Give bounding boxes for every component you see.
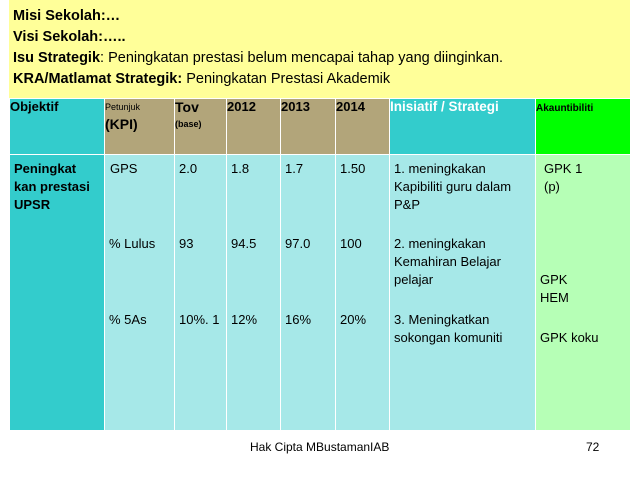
table-row bbox=[10, 155, 631, 431]
inisiatif-3: 3. Meningkatkan sokongan komuniti bbox=[394, 312, 503, 345]
akauntibiliti-3: GPK koku bbox=[540, 330, 599, 345]
tov-1: 2.0 bbox=[179, 161, 198, 176]
cell-tov bbox=[175, 155, 227, 431]
header-kpi-label: (KPI) bbox=[105, 116, 138, 132]
visi-label: Visi Sekolah:….. bbox=[13, 29, 126, 45]
kra-label: KRA/Matlamat Strategik: bbox=[13, 71, 183, 87]
y2013-1: 1.7 bbox=[285, 161, 304, 176]
kra-text: Peningkatan Prestasi Akademik bbox=[182, 71, 391, 87]
cell-kpi bbox=[105, 155, 175, 431]
table-header-row bbox=[10, 99, 631, 155]
cell-objektif bbox=[10, 155, 105, 431]
y2013-3: 16% bbox=[285, 312, 312, 327]
header-petunjuk bbox=[105, 99, 175, 155]
slide-header bbox=[9, 0, 630, 98]
akauntibiliti-2: GPK HEM bbox=[540, 272, 569, 305]
kra-table bbox=[9, 98, 631, 431]
y2013-2: 97.0 bbox=[285, 236, 311, 251]
misi-label: Misi Sekolah:… bbox=[13, 8, 121, 24]
header-inisiatif: Inisiatif / Strategi bbox=[390, 99, 536, 155]
footer-page-number: 72 bbox=[586, 440, 600, 454]
y2012-2: 94.5 bbox=[231, 236, 257, 251]
y2014-2: 100 bbox=[340, 236, 362, 251]
kpi-1: GPS bbox=[110, 161, 138, 176]
tov-3: 10%. 1 bbox=[179, 312, 220, 327]
y2012-1: 1.8 bbox=[231, 161, 250, 176]
cell-2014 bbox=[336, 155, 390, 431]
footer-copyright: Hak Cipta MBustamanIAB bbox=[250, 440, 390, 454]
header-base-label: (base) bbox=[175, 119, 202, 129]
y2012-3: 12% bbox=[231, 312, 258, 327]
header-petunjuk-label: Petunjuk bbox=[105, 102, 141, 112]
y2014-3: 20% bbox=[340, 312, 367, 327]
cell-2012 bbox=[227, 155, 281, 431]
tov-2: 93 bbox=[179, 236, 194, 251]
header-objektif: Objektif bbox=[10, 99, 105, 155]
cell-akauntibiliti bbox=[536, 155, 631, 431]
isu-label: Isu Strategik bbox=[13, 50, 101, 66]
header-2013: 2013 bbox=[281, 99, 336, 155]
kpi-2: % Lulus bbox=[109, 236, 156, 251]
header-akauntibiliti: Akauntibiliti bbox=[536, 99, 631, 155]
akauntibiliti-1: GPK 1 (p) bbox=[544, 161, 583, 194]
header-tov bbox=[175, 99, 227, 155]
header-tov-label: Tov bbox=[175, 99, 199, 115]
inisiatif-1: 1. meningkakan Kapibiliti guru dalam P&P bbox=[394, 161, 512, 212]
isu-line bbox=[13, 48, 630, 69]
inisiatif-2: 2. meningkakan Kemahiran Belajar pelajar bbox=[394, 236, 501, 287]
objektif-text: Peningkat kan prestasi UPSR bbox=[14, 161, 90, 212]
cell-inisiatif bbox=[390, 155, 536, 431]
header-2014: 2014 bbox=[336, 99, 390, 155]
isu-text: : Peningkatan prestasi belum mencapai tahap yang diinginkan. bbox=[100, 50, 504, 66]
misi-line bbox=[13, 6, 630, 27]
kpi-3: % 5As bbox=[109, 312, 147, 327]
cell-2013 bbox=[281, 155, 336, 431]
visi-line bbox=[13, 27, 630, 48]
header-2012: 2012 bbox=[227, 99, 281, 155]
y2014-1: 1.50 bbox=[340, 161, 366, 176]
kra-line bbox=[13, 69, 630, 90]
